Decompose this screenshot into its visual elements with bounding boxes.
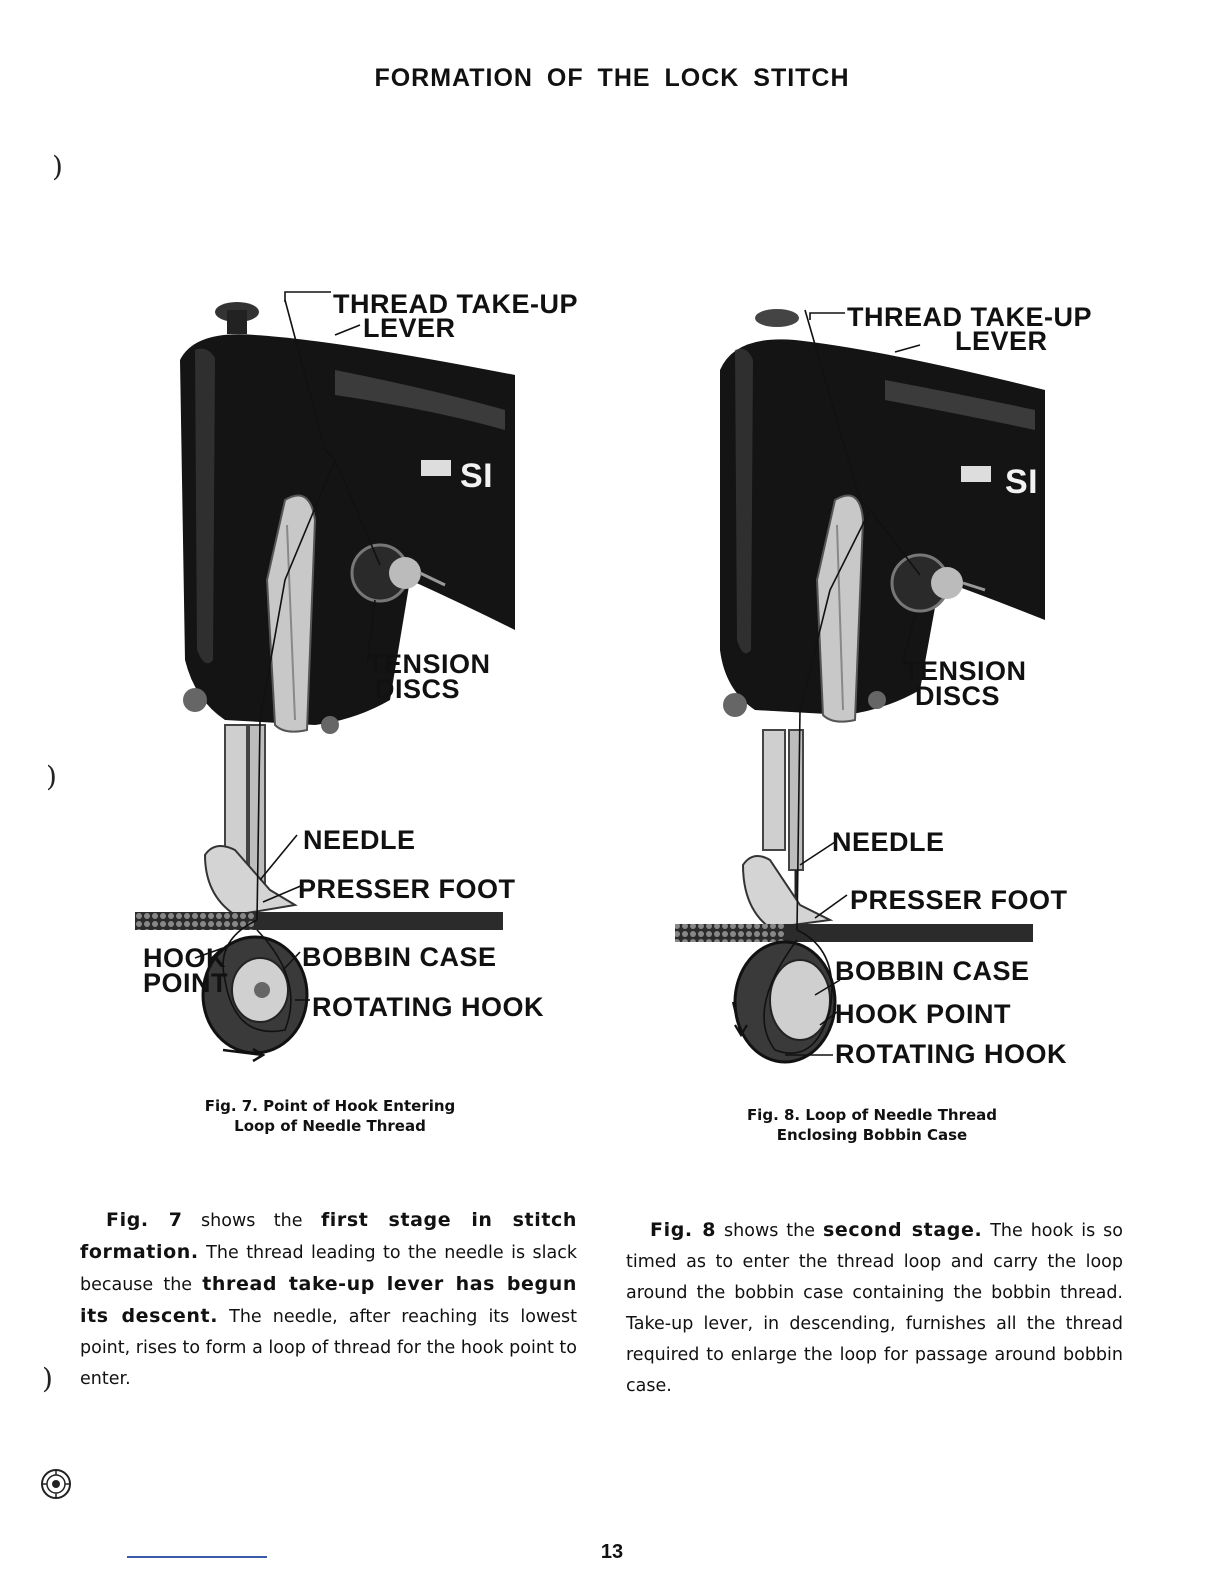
fig8-caption bbox=[712, 1105, 1032, 1145]
label-lever: LEVER bbox=[363, 313, 456, 343]
label-hook-point: HOOK POINT bbox=[835, 999, 1012, 1029]
label-point: POINT bbox=[143, 968, 229, 998]
label-tension: TENSION bbox=[367, 649, 491, 679]
fig8-illustration bbox=[665, 290, 1092, 1080]
para-segment: first stage in stitch formation. bbox=[80, 1209, 578, 1263]
label-lever: LEVER bbox=[955, 326, 1048, 356]
label-presser-foot: PRESSER FOOT bbox=[850, 885, 1068, 915]
label-rotating-hook: ROTATING HOOK bbox=[835, 1039, 1067, 1069]
para-segment: The hook is so timed as to enter the thread loop and carry the loop around the bobbin case containing the bobbin thread. Take-up lever, in descending, furnishes all the thread required to enlarge the loop for passage around bobbin case. bbox=[626, 1221, 1123, 1396]
label-bobbin-case: BOBBIN CASE bbox=[302, 942, 497, 972]
label-bobbin-case: BOBBIN CASE bbox=[835, 956, 1030, 986]
needle-bar bbox=[225, 725, 247, 865]
para-segment: shows the bbox=[182, 1211, 321, 1231]
para-segment: The thread leading to the needle is slack because the bbox=[80, 1243, 577, 1295]
margin-mark: ) bbox=[52, 150, 63, 183]
para-segment: second stage. bbox=[822, 1219, 983, 1241]
fig7-description bbox=[80, 1205, 577, 1395]
fig7-caption bbox=[170, 1096, 490, 1136]
label-rotating-hook: ROTATING HOOK bbox=[312, 992, 544, 1022]
label-thread-take-up: THREAD TAKE-UP bbox=[333, 289, 578, 319]
label-discs: DISCS bbox=[915, 681, 1001, 711]
brand-text: SI bbox=[1005, 463, 1039, 501]
fig7-illustration bbox=[135, 280, 578, 1070]
label-discs: DISCS bbox=[375, 674, 461, 704]
caption-line: Fig. 8. Loop of Needle Thread bbox=[746, 1106, 998, 1124]
para-segment: The needle, after reaching its lowest point, rises to form a loop of thread for the hook point to enter. bbox=[80, 1307, 577, 1389]
para-segment: Fig. 7 bbox=[106, 1209, 183, 1231]
label-hook: HOOK bbox=[143, 943, 226, 973]
para-segment: thread take-up lever has begun its descent. bbox=[80, 1273, 577, 1327]
stop-motion-knob bbox=[755, 309, 799, 327]
union-label-icon bbox=[40, 1468, 72, 1500]
para-segment: shows the bbox=[716, 1221, 823, 1241]
page-number: 13 bbox=[600, 1541, 624, 1563]
brand-text: SI bbox=[460, 457, 494, 495]
caption-line: Loop of Needle Thread bbox=[234, 1117, 426, 1135]
fig8-description bbox=[626, 1215, 1123, 1402]
label-thread-take-up: THREAD TAKE-UP bbox=[847, 302, 1092, 332]
caption-line: Enclosing Bobbin Case bbox=[776, 1126, 968, 1144]
label-needle: NEEDLE bbox=[832, 827, 945, 857]
para-segment: Fig. 8 bbox=[650, 1219, 717, 1241]
margin-mark: ) bbox=[42, 1362, 53, 1395]
label-presser-foot: PRESSER FOOT bbox=[298, 874, 516, 904]
bottom-rule bbox=[127, 1556, 267, 1558]
label-needle: NEEDLE bbox=[303, 825, 416, 855]
bobbin-case bbox=[770, 960, 830, 1040]
page-title: FORMATION OF THE LOCK STITCH bbox=[374, 64, 850, 92]
margin-mark: ) bbox=[46, 760, 57, 793]
needle-bar bbox=[763, 730, 785, 850]
caption-line: Fig. 7. Point of Hook Entering bbox=[204, 1097, 456, 1115]
label-tension: TENSION bbox=[903, 656, 1027, 686]
